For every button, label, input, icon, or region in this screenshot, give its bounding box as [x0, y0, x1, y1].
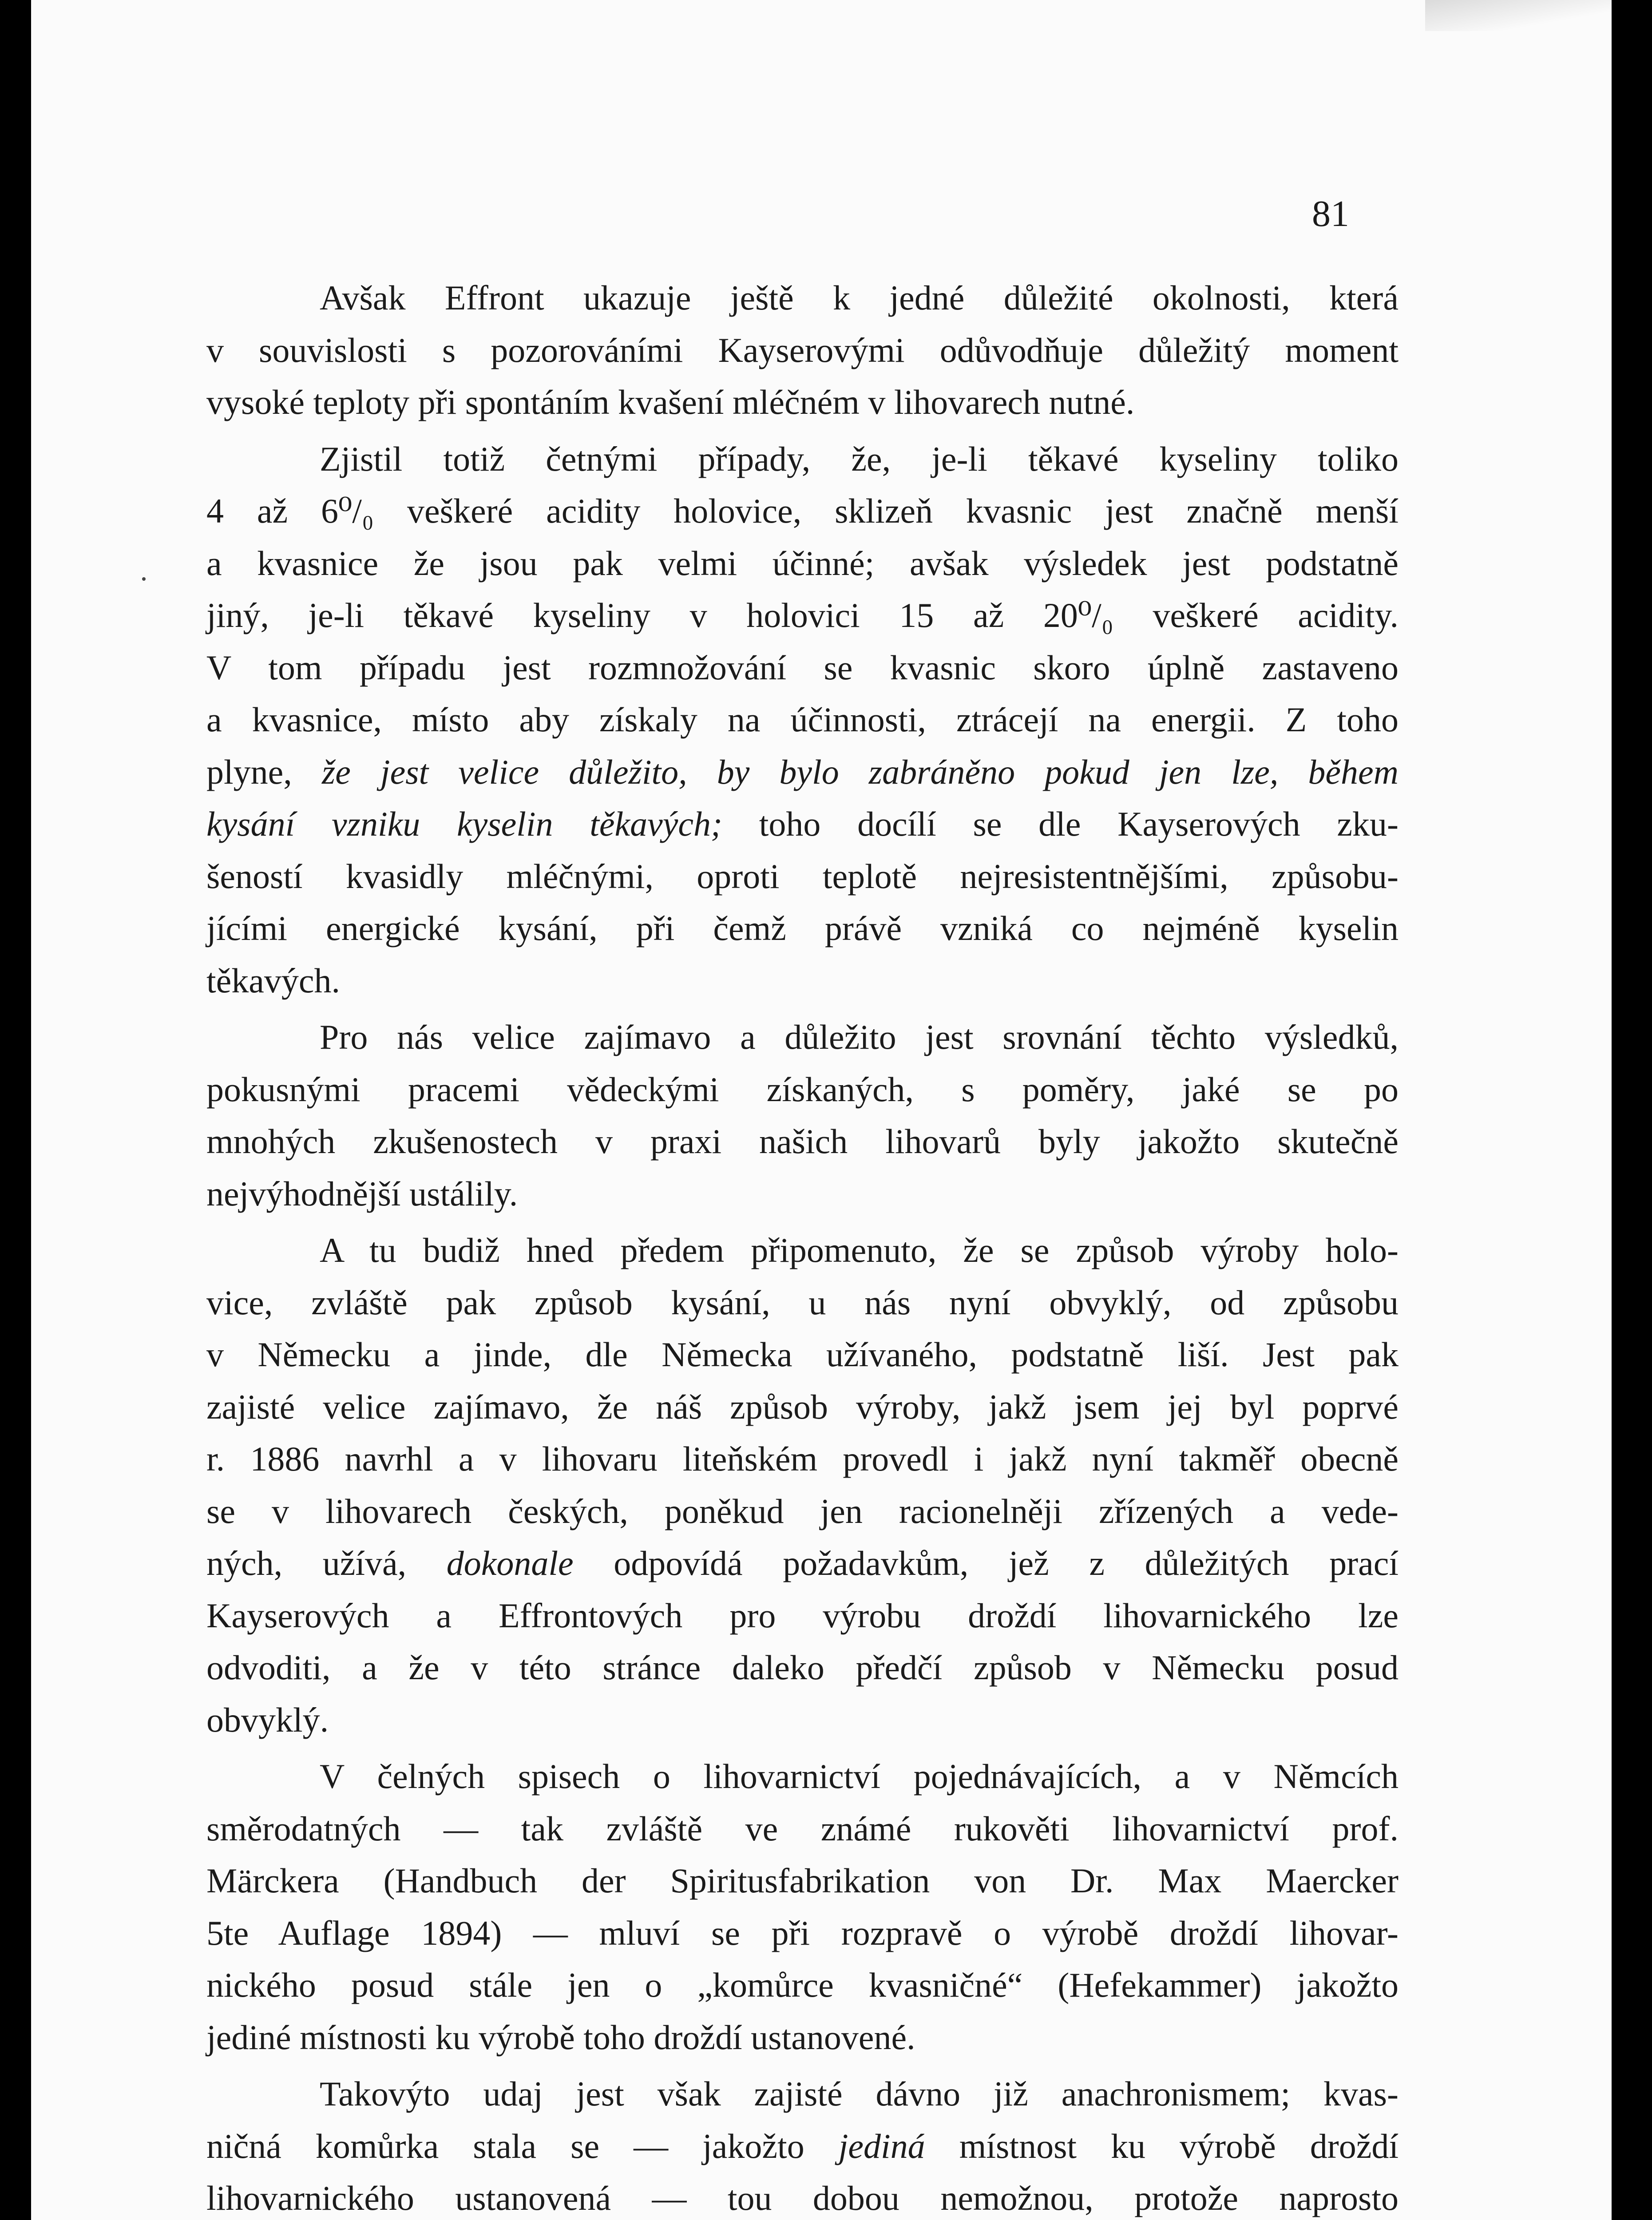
paragraph-6 [206, 2068, 1398, 2220]
text-segment: toho docílí se dle Kayserových zku- [722, 805, 1398, 843]
text-line: mnohých zkušenostech v praxi našich lihovarů byly jakožto skutečně [206, 1122, 1398, 1161]
text-line: Takovýto udaj jest však zajisté dávno již anachronismem; kvas- [320, 2074, 1398, 2113]
paragraph-1 [206, 272, 1398, 428]
text-line: V čelných spisech o lihovarnictví pojednávajících, a v Němcích [320, 1757, 1398, 1796]
text-line: jícími energické kysání, při čemž právě vzniká co nejméně kyselin [206, 909, 1398, 947]
text-segment: ničná komůrka stala se — jakožto [206, 2126, 839, 2165]
text-line: v Německu a jinde, dle Německa užívaného, podstatně liší. Jest pak [206, 1335, 1398, 1374]
text-segment: odpovídá požadavkům, jež z důležitých prací [573, 1544, 1398, 1582]
text-line: zajisté velice zajímavo, že náš způsob výroby, jakž jsem jej byl poprvé [206, 1387, 1398, 1426]
text-line: Märckera (Handbuch der Spiritusfabrikation von Dr. Max Maercker [206, 1861, 1398, 1900]
paragraph-4 [206, 1224, 1398, 1746]
paragraph-3 [206, 1011, 1398, 1220]
scan-corner-shadow [1425, 0, 1612, 31]
text-line: lihovarnického ustanovená — tou dobou nemožnou, protože naprosto [206, 2179, 1398, 2217]
text-segment: místnost ku výrobě droždí [925, 2126, 1398, 2165]
scan-speck [142, 577, 146, 581]
text-line: jediné místnosti ku výrobě toho droždí ustanovené. [206, 2018, 915, 2057]
text-line: v souvislosti s pozorováními Kayserovými odůvodňuje důležitý moment [206, 330, 1398, 369]
text-line-mixed [206, 798, 1398, 850]
text-line: r. 1886 navrhl a v lihovaru liteňském provedl i jakž nyní takměř obecně [206, 1439, 1398, 1478]
text-segment: plyne, [206, 752, 322, 791]
text-line: nejvýhodnější ustálily. [206, 1174, 518, 1213]
body-text [206, 272, 1398, 2220]
text-line-mixed [206, 1537, 1398, 1590]
emphasized-text: že jest velice důležito, by bylo zabráněno pokud jen lze, během [321, 752, 1398, 791]
text-line: obvyklý. [206, 1700, 329, 1739]
text-line: odvoditi, a že v této stránce daleko předčí způsob v Německu posud [206, 1648, 1398, 1687]
text-line: vysoké teploty při spontáním kvašení mléčném v lihovarech nutné. [206, 383, 1135, 421]
text-line: těkavých. [206, 961, 341, 1000]
text-line: a kvasnice, místo aby získaly na účinnosti, ztrácejí na energii. Z toho [206, 700, 1398, 739]
emphasized-text: kysání vzniku kyselin těkavých; [206, 805, 722, 843]
text-line: šeností kvasidly mléčnými, oproti teplotě nejresistentnějšími, způsobu- [206, 856, 1398, 896]
text-line: nického posud stále jen o „komůrce kvasničné“ (Hefekammer) jakožto [206, 1966, 1398, 2004]
text-line: 5te Auflage 1894) — mluví se při rozpravě o výrobě droždí lihovar- [206, 1913, 1398, 1952]
text-line: 4 až 6⁰/₀ veškeré acidity holovice, sklizeň kvasnic jest značně menší [206, 492, 1398, 530]
text-line: Avšak Effront ukazuje ještě k jedné důležité okolnosti, která [320, 278, 1398, 317]
text-line-mixed [206, 2120, 1398, 2172]
document-page [31, 0, 1612, 2220]
text-line: se v lihovarech českých, poněkud jen racionelněji zřízených a vede- [206, 1491, 1398, 1530]
page-number: 81 [1312, 193, 1349, 234]
paragraph-5 [206, 1750, 1398, 2063]
text-line: Pro nás velice zajímavo a důležito jest srovnání těchto výsledků, [320, 1018, 1398, 1056]
text-line: Zjistil totiž četnými případy, že, je-li těkavé kyseliny toliko [320, 439, 1398, 478]
text-line: vice, zvláště pak způsob kysání, u nás nyní obvyklý, od způsobu [206, 1283, 1398, 1322]
text-line: V tom případu jest rozmnožování se kvasnic skoro úplně zastaveno [206, 648, 1398, 687]
text-line: pokusnými pracemi vědeckými získaných, s poměry, jaké se po [206, 1070, 1398, 1109]
text-line: jiný, je-li těkavé kyseliny v holovici 15 až 20⁰/₀ veškeré acidity. [206, 596, 1398, 634]
text-line: Kayserových a Effrontových pro výrobu droždí lihovarnického lze [206, 1596, 1398, 1635]
emphasized-text: jediná [838, 2126, 925, 2165]
text-line-mixed [206, 746, 1398, 798]
text-segment: ných, užívá, [206, 1544, 447, 1582]
text-line: A tu budiž hned předem připomenuto, že se způsob výroby holo- [320, 1231, 1398, 1269]
paragraph-2 [206, 433, 1398, 1007]
emphasized-text: dokonale [446, 1544, 574, 1582]
text-line: směrodatných — tak zvláště ve známé rukověti lihovarnictví prof. [206, 1809, 1398, 1848]
text-line: a kvasnice že jsou pak velmi účinné; avšak výsledek jest podstatně [206, 543, 1398, 583]
